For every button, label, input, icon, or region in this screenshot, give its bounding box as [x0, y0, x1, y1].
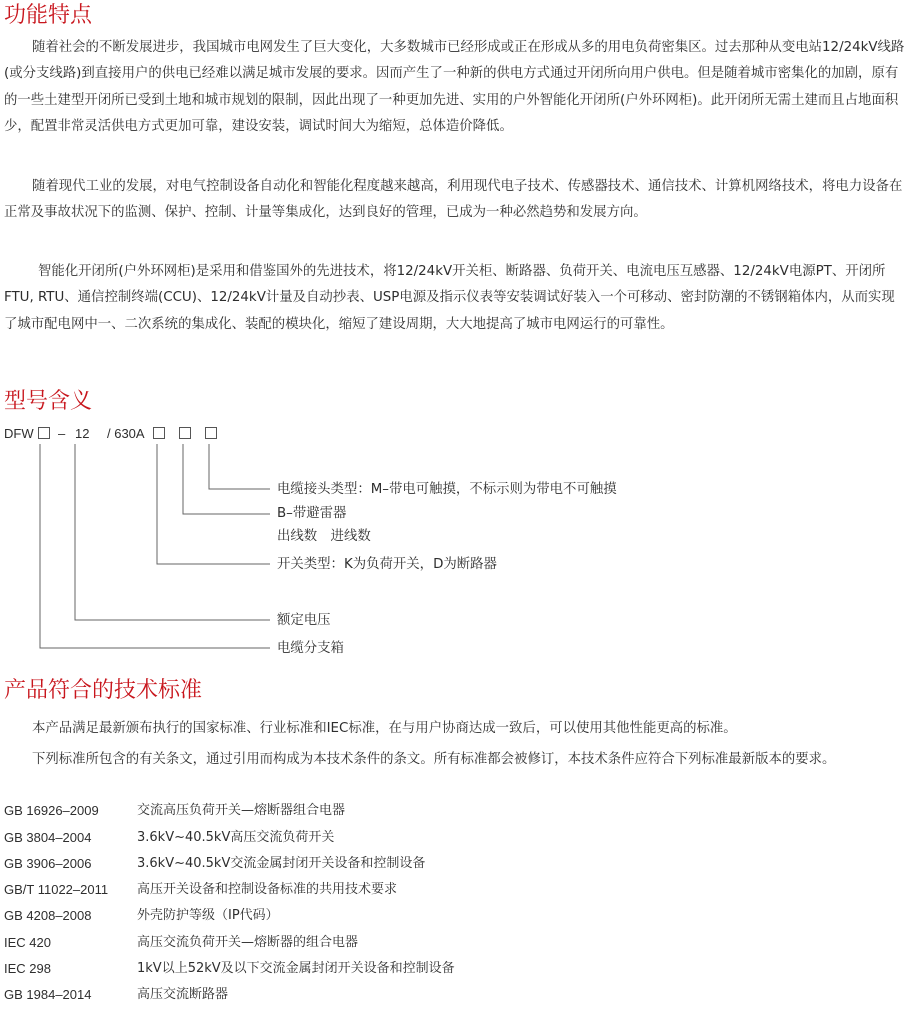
standard-code: GB 3906–2006 [4, 856, 92, 871]
standard-name: 3.6kV~40.5kV高压交流负荷开关 [137, 830, 335, 845]
model-code-voltage: 12 [75, 426, 90, 441]
model-code-dash: – [58, 426, 66, 441]
legend-line-counts: 出线数 进线数 [277, 529, 371, 544]
standard-name: 1kV以上52kV及以下交流金属封闭开关设备和控制设备 [137, 961, 455, 976]
standard-code: GB 3804–2004 [4, 830, 92, 845]
standard-item [4, 879, 884, 901]
model-code-current: / 630A [107, 426, 145, 441]
standards-paragraph-1: 本产品满足最新颁布执行的国家标准、行业标准和IEC标准，在与用户协商达成一致后，可以使用其他性能更高的标准。 [32, 721, 737, 736]
standard-name: 高压交流负荷开关—熔断器的组合电器 [137, 935, 359, 950]
standard-code: IEC 298 [4, 961, 51, 976]
standard-item [4, 853, 884, 875]
legend-arrester: B–带避雷器 [277, 506, 347, 521]
standard-item [4, 932, 884, 954]
legend-rated-voltage: 额定电压 [277, 613, 331, 628]
connector-line-switch-type [157, 444, 270, 564]
standard-name: 外壳防护等级（IP代码） [137, 908, 279, 923]
connector-line-cable-box [40, 444, 270, 648]
model-code-prefix: DFW [4, 426, 34, 441]
standard-name: 3.6kV~40.5kV交流金属封闭开关设备和控制设备 [137, 856, 426, 871]
standard-item [4, 905, 884, 927]
model-code-box-3 [179, 427, 191, 439]
model-code-box-4 [205, 427, 217, 439]
features-title: 功能特点 [4, 3, 93, 28]
connector-line-arrester [183, 444, 270, 514]
standard-name: 高压交流断路器 [137, 987, 229, 1002]
standard-code: GB/T 11022–2011 [4, 882, 109, 897]
features-paragraph-2: 随着现代工业的发展，对电气控制设备自动化和智能化程度越来越高，利用现代电子技术、传感器技术、通信技术、计算机网络技术，将电力设备在正常及事故状况下的监测、保护、控制、计量等集成化，达到良好的管理，已成为一种必然趋势和发展方向。 [4, 179, 903, 221]
legend-cable-joint-type: 电缆接头类型：M–带电可触摸，不标示则为带电不可触摸 [277, 482, 617, 497]
features-paragraph-3: 智能化开闭所(户外环网柜)是采用和借鉴国外的先进技术，将12/24kV开关柜、断路器、负荷开关、电流电压互感器、12/24kV电源PT、开闭所FTU, RTU、通信控制终端(CCU)、12/24kV计量及自动抄表、USP电源及指示仪表等安装调试好装入一个可移动、密封防潮的不锈钢箱体内，从而实现了城市配电网中一、二次系统的集成化、装配的模块化，缩短了建设周期，大大地提高了城市电网运行的可靠性。 [4, 264, 895, 332]
standard-code: IEC 420 [4, 935, 51, 950]
standard-item [4, 984, 884, 1006]
standard-name: 交流高压负荷开关—熔断器组合电器 [137, 803, 346, 818]
model-code-box-1 [38, 427, 50, 439]
connector-line-cable-joint [209, 444, 270, 489]
legend-cable-branch-box: 电缆分支箱 [277, 641, 344, 656]
features-paragraph-1: 随着社会的不断发展进步，我国城市电网发生了巨大变化，大多数城市已经形成或正在形成从多的用电负荷密集区。过去那种从变电站12/24kV线路(或分支线路)到直接用户的供电已经难以满足城市发展的要求。因而产生了一种新的供电方式通过开闭所向用户供电。但是随着城市密集化的加剧，原有的一些土建型开闭所已受到土地和城市规划的限制，因此出现了一种更加先进、实用的户外智能化开闭所(户外环网柜)。此开闭所无需土建而且占地面积少，配置非常灵活供电方式更加可靠，建设安装，调试时间大为缩短，总体造价降低。 [4, 40, 905, 135]
model-code-box-2 [153, 427, 165, 439]
model-title: 型号含义 [4, 389, 93, 414]
standard-code: GB 1984–2014 [4, 987, 92, 1002]
standard-code: GB 4208–2008 [4, 908, 92, 923]
standards-paragraph-2: 下列标准所包含的有关条文，通过引用而构成为本技术条件的条文。所有标准都会被修订，本技术条件应符合下列标准最新版本的要求。 [32, 752, 836, 767]
standard-item [4, 827, 884, 849]
standard-item [4, 958, 884, 980]
standard-code: GB 16926–2009 [4, 803, 99, 818]
standards-title: 产品符合的技术标准 [4, 678, 203, 703]
connector-line-voltage [75, 444, 270, 620]
standard-item [4, 800, 884, 822]
legend-switch-type: 开关类型：K为负荷开关，D为断路器 [277, 557, 497, 572]
standard-name: 高压开关设备和控制设备标准的共用技术要求 [137, 882, 398, 897]
